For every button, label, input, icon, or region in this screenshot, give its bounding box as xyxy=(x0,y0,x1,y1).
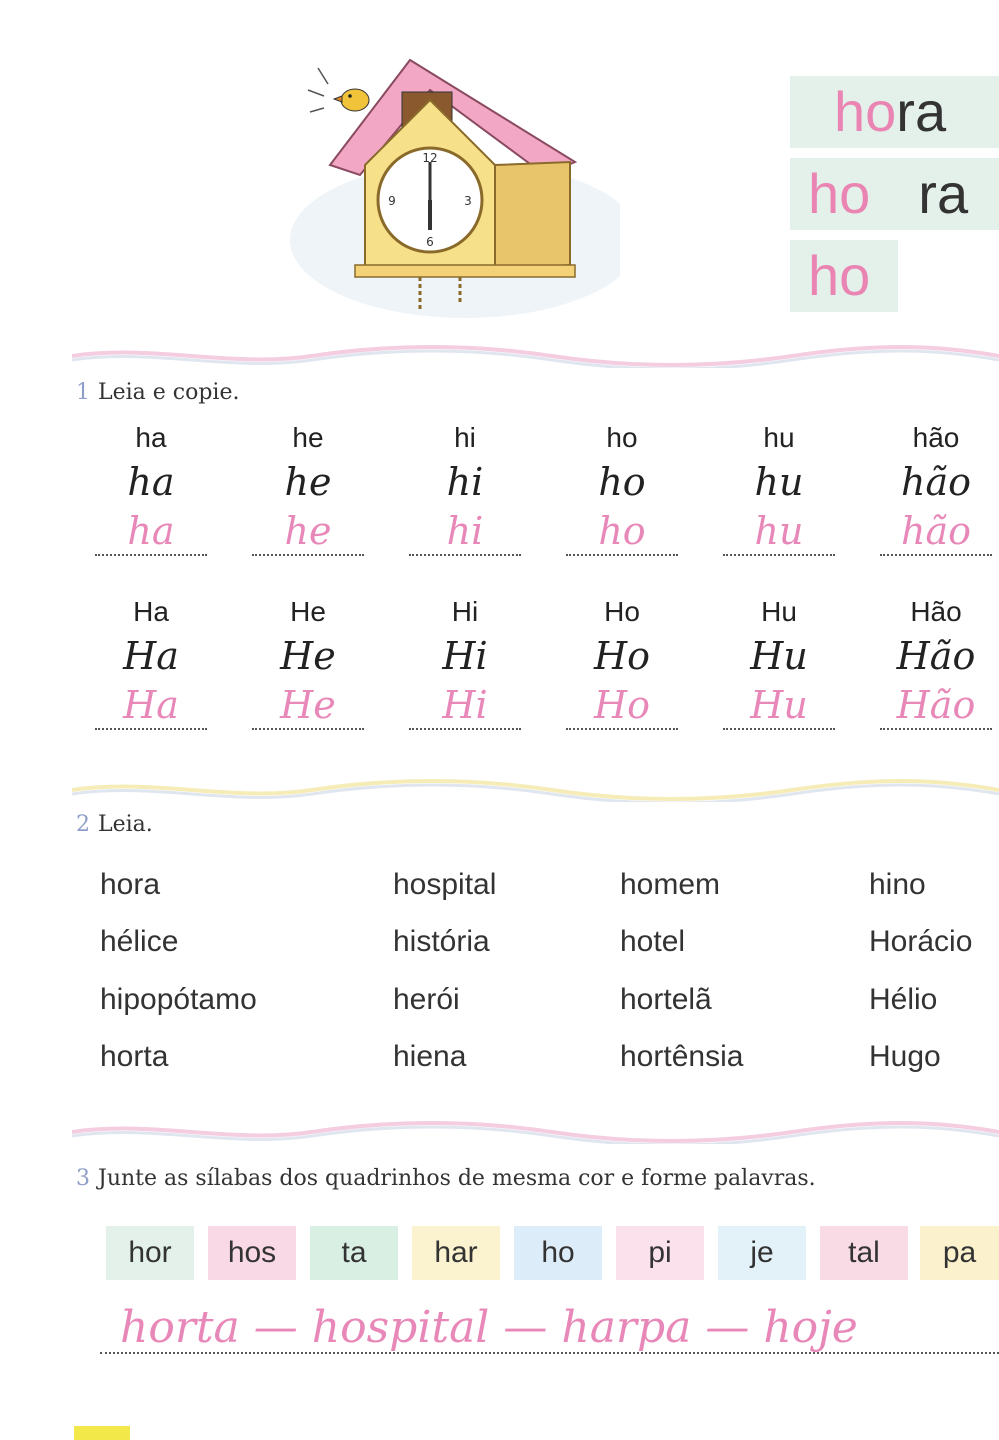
syllable-tile: ho xyxy=(514,1226,602,1280)
syllable-cell xyxy=(723,594,835,730)
syllable-cell xyxy=(880,420,992,556)
header-syllable-row-1 xyxy=(790,76,999,148)
instruction-text: Leia e copie. xyxy=(98,380,240,405)
wavy-divider xyxy=(72,778,999,802)
syllable-tile: pi xyxy=(616,1226,704,1280)
cursive-syllable: Ho xyxy=(593,634,651,678)
cursive-syllable: hão xyxy=(900,460,971,504)
answer-handwriting[interactable]: horta — hospital — harpa — hoje xyxy=(120,1302,858,1353)
print-syllable: ho xyxy=(606,422,638,453)
copy-line[interactable]: hi xyxy=(409,508,521,556)
copy-line[interactable]: Hi xyxy=(409,682,521,730)
cursive-syllable: ha xyxy=(127,460,175,504)
word: história xyxy=(393,925,490,958)
exercise-3-instruction xyxy=(76,1166,816,1191)
syllable-cell xyxy=(566,594,678,730)
svg-text:9: 9 xyxy=(388,194,396,208)
print-syllable: Hão xyxy=(910,596,962,627)
page-corner-mark xyxy=(74,1426,130,1440)
syllable-cell xyxy=(252,594,364,730)
word: hortênsia xyxy=(620,1040,744,1073)
syllable-ho: ho xyxy=(808,244,871,307)
syllable-cell xyxy=(409,420,521,556)
header-syllable-row-3 xyxy=(790,240,898,312)
copy-line[interactable]: Hão xyxy=(880,682,992,730)
cursive-syllable: he xyxy=(284,460,332,504)
exercise-1-instruction xyxy=(76,380,240,405)
instruction-text: Leia. xyxy=(98,812,153,837)
cursive-syllable: Hu xyxy=(750,634,808,678)
syllable-ra: ra xyxy=(918,162,969,225)
print-syllable: ha xyxy=(135,422,167,453)
copy-line[interactable]: He xyxy=(252,682,364,730)
word: hora xyxy=(100,868,161,901)
copy-line[interactable]: ho xyxy=(566,508,678,556)
word: hino xyxy=(869,868,926,901)
word: homem xyxy=(620,868,721,901)
cursive-syllable: hu xyxy=(754,460,804,504)
word: Horácio xyxy=(869,925,973,958)
instruction-text: Junte as sílabas dos quadrinhos de mesma cor e forme palavras. xyxy=(98,1166,816,1191)
syllable-tile: pa xyxy=(920,1226,999,1280)
print-syllable: he xyxy=(292,422,324,453)
print-syllable: hi xyxy=(454,422,476,453)
syllable-cell xyxy=(252,420,364,556)
cursive-syllable: Ha xyxy=(123,634,179,678)
svg-text:6: 6 xyxy=(426,235,434,249)
print-syllable: He xyxy=(290,596,326,627)
copy-line[interactable]: Hu xyxy=(723,682,835,730)
cursive-syllable: Hi xyxy=(442,634,488,678)
syllable-tile: je xyxy=(718,1226,806,1280)
copy-line[interactable]: hão xyxy=(880,508,992,556)
syllable-tile: hor xyxy=(106,1226,194,1280)
word: horta xyxy=(100,1040,169,1073)
syllable-tile: ta xyxy=(310,1226,398,1280)
copy-line[interactable]: ha xyxy=(95,508,207,556)
exercise-number: 2 xyxy=(76,812,90,837)
exercise-2-instruction xyxy=(76,812,153,837)
header-syllable-row-2 xyxy=(790,158,999,230)
print-syllable: Ho xyxy=(604,596,640,627)
cuckoo-clock-illustration xyxy=(290,50,620,320)
svg-text:3: 3 xyxy=(464,194,472,208)
syllable-cell xyxy=(723,420,835,556)
word: herói xyxy=(393,983,460,1016)
syllable-tile: hos xyxy=(208,1226,296,1280)
wavy-divider xyxy=(72,344,999,368)
wavy-divider xyxy=(72,1120,999,1144)
syllable-cell xyxy=(409,594,521,730)
word: Hugo xyxy=(869,1040,941,1073)
word: hotel xyxy=(620,925,686,958)
syllable-tile: har xyxy=(412,1226,500,1280)
print-syllable: hu xyxy=(763,422,795,453)
syllable-ra: ra xyxy=(896,80,947,143)
word: Hélio xyxy=(869,983,938,1016)
word: hipopótamo xyxy=(100,983,257,1016)
word: hortelã xyxy=(620,983,712,1016)
syllable-cell xyxy=(95,594,207,730)
copy-line[interactable]: he xyxy=(252,508,364,556)
syllable-cell xyxy=(95,420,207,556)
word: hélice xyxy=(100,925,179,958)
print-syllable: Hu xyxy=(761,596,797,627)
syllable-ho: ho xyxy=(834,80,897,143)
answer-line xyxy=(100,1352,999,1354)
print-syllable: hão xyxy=(912,422,960,453)
cursive-syllable: Hão xyxy=(896,634,976,678)
copy-line[interactable]: hu xyxy=(723,508,835,556)
print-syllable: Ha xyxy=(133,596,169,627)
word: hiena xyxy=(393,1040,467,1073)
copy-line[interactable]: Ha xyxy=(95,682,207,730)
syllable-cell xyxy=(880,594,992,730)
copy-line[interactable]: Ho xyxy=(566,682,678,730)
exercise-number: 3 xyxy=(76,1166,90,1191)
svg-text:12: 12 xyxy=(422,151,438,165)
cursive-syllable: He xyxy=(280,634,336,678)
syllable-ho: ho xyxy=(808,162,871,225)
cursive-syllable: hi xyxy=(446,460,484,504)
syllable-tile: tal xyxy=(820,1226,908,1280)
print-syllable: Hi xyxy=(451,596,479,627)
word: hospital xyxy=(393,868,497,901)
cursive-syllable: ho xyxy=(598,460,646,504)
syllable-cell xyxy=(566,420,678,556)
exercise-number: 1 xyxy=(76,380,90,405)
